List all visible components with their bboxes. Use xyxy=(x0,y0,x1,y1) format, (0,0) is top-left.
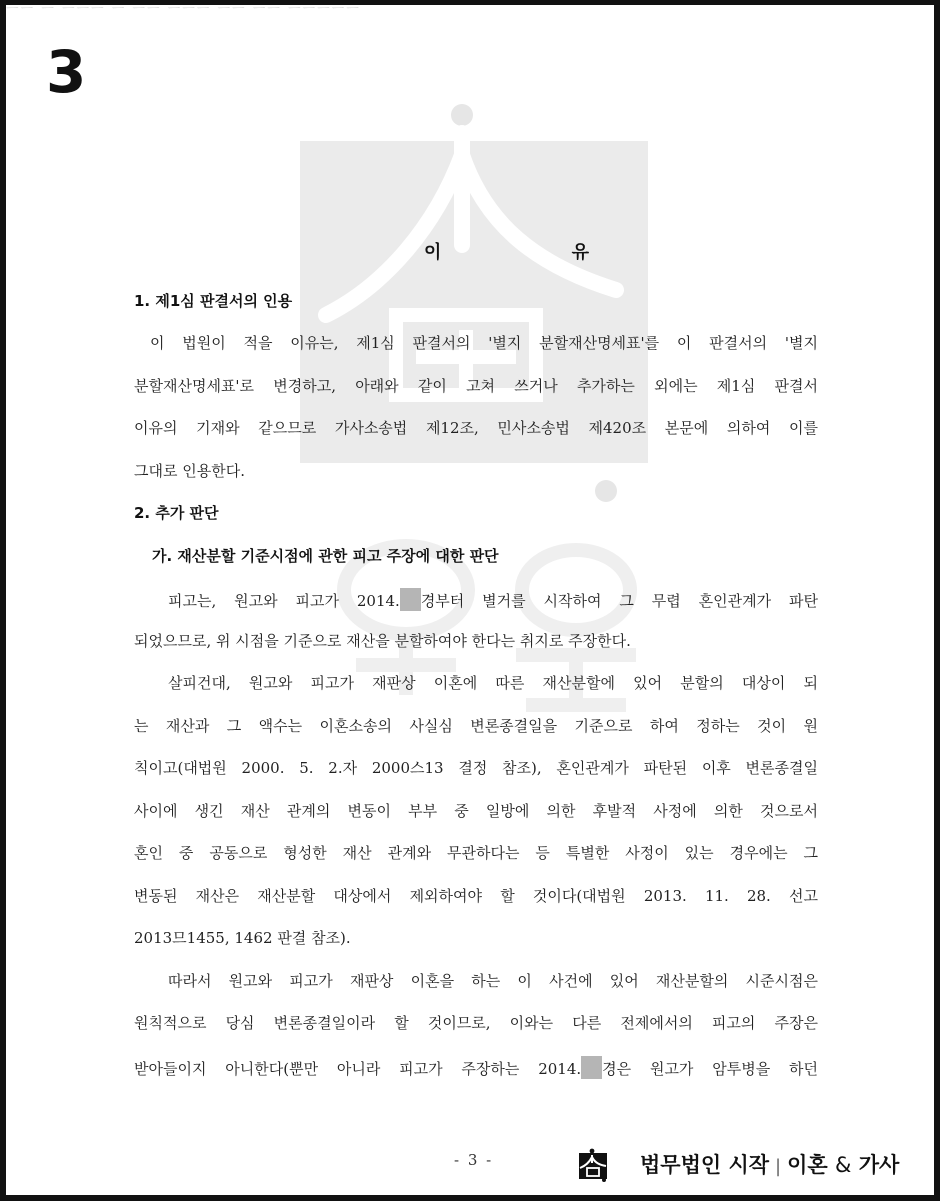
section-1-heading: 1. 제1심 판결서의 인용 xyxy=(134,292,293,310)
paragraph-2-line-1 xyxy=(134,588,818,611)
brand-ampersand: & xyxy=(835,1153,852,1177)
paragraph-3-line-1: 살피건대, 원고와 피고가 재판상 이혼에 따른 재산분할에 있어 분할의 대상이 되 xyxy=(168,674,818,692)
paragraph-2-line-1-start: 피고는, 원고와 피고가 2014. xyxy=(168,592,400,610)
paragraph-3-line-5: 혼인 중 공동으로 형성한 재산 관계와 무관하다는 등 특별한 사정이 있는 경우에는 그 xyxy=(134,844,818,862)
paragraph-3-line-3: 칙이고(대법원 2000. 5. 2.자 2000스13 결정 참조), 혼인관계가 파탄된 이후 변론종결일 xyxy=(134,759,818,777)
paragraph-3-line-7: 2013므1455, 1462 판결 참조). xyxy=(134,929,351,947)
firm-logo-icon xyxy=(576,1148,610,1182)
paragraph-3-line-6: 변동된 재산은 재산분할 대상에서 제외하여야 할 것이다(대법원 2013. 11. 28. 선고 xyxy=(134,887,818,905)
redaction-box xyxy=(400,588,421,611)
header-strip: ㅡㅡ ㅡ ㅡㅡㅡ ㅡ ㅡㅡ ㅡㅡㅡ ㅡㅡ ㅡㅡ ㅡㅡㅡㅡㅡ xyxy=(6,5,361,15)
paragraph-2-line-1-end: 경부터 별거를 시작하여 그 무렵 혼인관계가 파탄 xyxy=(420,592,818,610)
paragraph-2-line-2: 되었으므로, 위 시점을 기준으로 재산을 분할하여야 한다는 취지로 주장한다. xyxy=(134,632,631,650)
paragraph-3-line-4: 사이에 생긴 재산 관계의 변동이 부부 중 일방에 의한 후발적 사정에 의한 것으로서 xyxy=(134,802,818,820)
brand-category-family: 가사 xyxy=(858,1153,900,1177)
section-2-heading: 2. 추가 판단 xyxy=(134,504,219,522)
paragraph-1-line-4: 그대로 인용한다. xyxy=(134,462,245,480)
paragraph-3-line-2: 는 재산과 그 액수는 이혼소송의 사실심 변론종결일을 기준으로 하여 정하는 것이 원 xyxy=(134,717,818,735)
page-marker: 3 xyxy=(46,38,87,106)
brand-separator: | xyxy=(775,1156,782,1177)
paragraph-4-line-1: 따라서 원고와 피고가 재판상 이혼을 하는 이 사건에 있어 재산분할의 시준시점은 xyxy=(168,972,818,990)
footer-brand xyxy=(640,1149,899,1179)
subsection-a-heading: 가. 재산분할 기준시점에 관한 피고 주장에 대한 판단 xyxy=(152,547,499,565)
paragraph-4-line-2: 원칙적으로 당심 변론종결일이라 할 것이므로, 이와는 다른 전제에서의 피고의 주장은 xyxy=(134,1014,818,1032)
brand-name: 법무법인 시작 xyxy=(640,1153,770,1177)
footer-page-number: - 3 - xyxy=(454,1151,494,1169)
redaction-box xyxy=(581,1056,602,1079)
paragraph-1-line-2: 분할재산명세표'로 변경하고, 아래와 같이 고쳐 쓰거나 추가하는 외에는 제1심 판결서 xyxy=(134,377,818,395)
paragraph-1-line-1: 이 법원이 적을 이유는, 제1심 판결서의 '별지 분할재산명세표'를 이 판결서의 '별지 xyxy=(150,334,818,352)
paragraph-4-line-3-start: 받아들이지 아니한다(뿐만 아니라 피고가 주장하는 2014. xyxy=(134,1060,582,1078)
brand-category-divorce: 이혼 xyxy=(787,1153,828,1177)
paragraph-4-line-3 xyxy=(134,1056,818,1079)
paragraph-4-line-3-end: 경은 원고가 암투병을 하던 xyxy=(602,1060,818,1078)
document-title: 이 유 xyxy=(424,242,652,263)
paragraph-1-line-3: 이유의 기재와 같으므로 가사소송법 제12조, 민사소송법 제420조 본문에 의하여 이를 xyxy=(134,419,818,437)
